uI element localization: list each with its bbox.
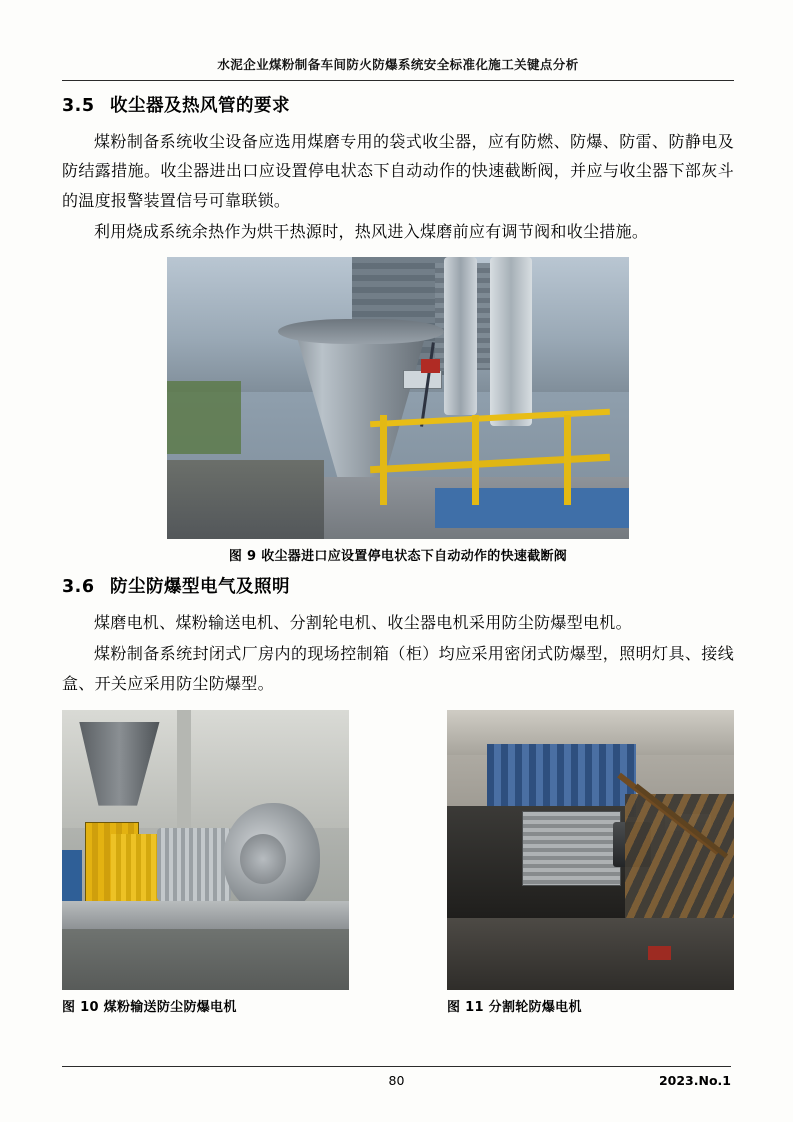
photo-vegetation	[167, 381, 241, 454]
photo-floor	[62, 929, 349, 991]
figure-11	[447, 710, 734, 1015]
photo-red-box	[421, 359, 439, 373]
paragraph-3-6-2: 煤粉制备系统封闭式厂房内的现场控制箱（柜）均应采用密闭式防爆型，照明灯具、接线盒、开关应采用防尘防爆型。	[62, 644, 734, 693]
figure-9-image	[167, 257, 629, 539]
photo-dust-collector-top	[278, 319, 444, 344]
header-divider	[62, 80, 734, 81]
photo-duct-left	[444, 257, 476, 415]
section-heading-3-5	[62, 95, 734, 119]
photo-duct-right	[490, 257, 532, 426]
photo-floor	[447, 918, 734, 991]
section-heading-3-6	[62, 576, 734, 600]
paragraph-3-5-2: 利用烧成系统余热作为烘干热源时，热风进入煤磨前应有调节阀和收尘措施。	[94, 222, 649, 242]
photo-machine-base	[62, 901, 349, 929]
page-content	[62, 55, 734, 1015]
figure-10	[62, 710, 349, 1015]
paragraph-3-6-1: 煤磨电机、煤粉输送电机、分割轮电机、收尘器电机采用防尘防爆型电机。	[94, 612, 632, 632]
figure-9-caption: 图 9 收尘器进口应设置停电状态下自动动作的快速截断阀	[228, 549, 568, 564]
running-header: 水泥企业煤粉制备车间防火防爆系统安全标准化施工关键点分析	[217, 57, 579, 72]
photo-splitter-wheel	[522, 811, 622, 886]
photo-ground-dark	[167, 460, 324, 539]
photo-cut-off-valve	[403, 370, 442, 389]
photo-yellow-guard-secondary	[111, 834, 160, 907]
page-number: 80	[388, 1073, 405, 1088]
photo-rail-post-1	[380, 415, 387, 505]
figure-11-image	[447, 710, 734, 990]
issue-label: 2023.No.1	[658, 1073, 731, 1088]
paragraph-3-5-1: 煤粉制备系统收尘设备应选用煤磨专用的袋式收尘器，应有防燃、防爆、防雷、防静电及防结露措施。收尘器进出口应设置停电状态下自动动作的快速截断阀，并应与收尘器下部灰斗的温度报警装置信号可靠联锁。	[62, 131, 734, 210]
photo-fan-hub	[240, 834, 286, 884]
section-number-3-5: 3.5	[62, 96, 95, 116]
photo-blue-platform	[435, 488, 629, 527]
photo-yellow-rail-lower	[370, 454, 610, 474]
photo-rail-post-2	[472, 415, 479, 505]
section-number-3-6: 3.6	[62, 577, 95, 597]
page-footer	[62, 1066, 731, 1088]
figure-11-caption: 图 11 分割轮防爆电机	[447, 1000, 582, 1016]
photo-red-equipment	[648, 946, 671, 960]
figure-10-caption: 图 10 煤粉输送防尘防爆电机	[62, 1000, 237, 1016]
figure-9	[62, 257, 734, 564]
figure-row	[62, 710, 734, 1015]
section-title-3-5: 收尘器及热风管的要求	[110, 96, 290, 116]
figure-10-image	[62, 710, 349, 990]
section-title-3-6: 防尘防爆型电气及照明	[110, 577, 290, 597]
photo-rail-post-3	[564, 415, 571, 505]
photo-motor-body	[157, 828, 232, 901]
footer-divider	[62, 1066, 731, 1067]
photo-column	[177, 710, 191, 828]
